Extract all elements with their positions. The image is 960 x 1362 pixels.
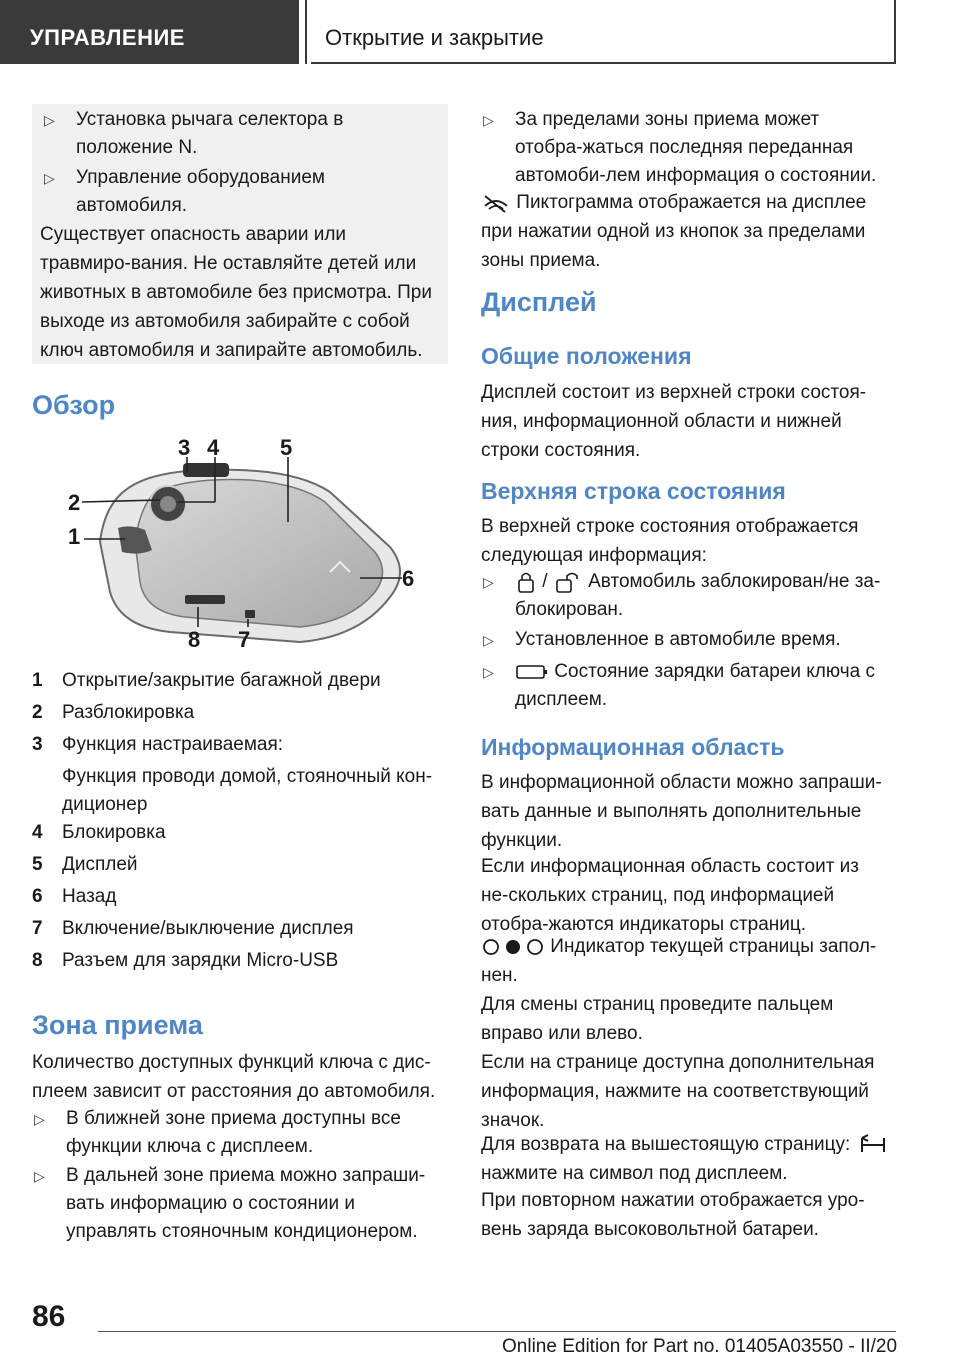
callout-3: 3 <box>178 435 191 460</box>
overview-heading: Обзор <box>32 390 116 420</box>
zone-heading: Зона приема <box>32 1010 203 1040</box>
triangle-icon: ▷ <box>483 574 494 590</box>
callout-1: 1 <box>68 524 81 549</box>
triangle-icon: ▷ <box>34 1168 45 1184</box>
status-bullet-time: ▷ Установленное в автомобиле время. <box>481 626 891 654</box>
callout-6: 6 <box>402 566 415 591</box>
general-text: Дисплей состоит из верхней строки состоя-ния, информационной области и нижней строки состояния. <box>481 382 867 461</box>
triangle-icon: ▷ <box>483 112 494 128</box>
no-signal-icon <box>481 192 511 214</box>
back-arrow-icon <box>856 1134 888 1156</box>
right-top-bullet: ▷ За пределами зоны приема может отобра-жаться последняя переданная автомоби-лем информация о состоянии. <box>481 106 891 190</box>
triangle-icon: ▷ <box>483 664 494 680</box>
chapter-title: Открытие и закрытие <box>311 0 896 64</box>
battery-icon <box>515 663 549 681</box>
callout-4: 4 <box>207 435 220 460</box>
pictogram-text: Пиктограмма отображается на дисплее при нажатии одной из кнопок за пределами зоны приема. <box>481 192 867 271</box>
warning-bullet-1: ▷ Установка рычага селектора в положение N. <box>42 106 432 162</box>
status-text: В верхней строке состояния отображается следующая информация: <box>481 516 859 566</box>
callout-7: 7 <box>238 627 251 652</box>
zone-text: Количество доступных функций ключа с дис-плеем зависит от расстояния до автомобиля. <box>32 1052 436 1102</box>
header-divider <box>305 0 307 64</box>
warning-text: Существует опасность аварии или травмиро-вания. Не оставляйте детей или животных в автомобиле без присмотра. При выходе из автомобиля забирайте с собой ключ автомобиля и запирайте автомобиль. <box>40 224 432 361</box>
callout-2: 2 <box>68 490 81 515</box>
info-text-5: При повторном нажатии отображается уро-вень заряда высоковольтной батареи. <box>481 1190 865 1240</box>
section-tab: УПРАВЛЕНИЕ <box>0 0 299 64</box>
triangle-icon: ▷ <box>44 170 55 186</box>
zone-bullet-2: ▷ В дальней зоне приема можно запраши-вать информацию о состоянии и управлять стояночным кондиционером. <box>32 1162 442 1246</box>
triangle-icon: ▷ <box>483 632 494 648</box>
status-bullet-battery: ▷ Состояние зарядки батареи ключа с дисплеем. <box>481 658 891 714</box>
info-text-3: Для смены страниц проведите пальцем вправо или влево. <box>481 994 834 1044</box>
zone-bullet-1: ▷ В ближней зоне приема доступны все функции ключа с дисплеем. <box>32 1105 442 1161</box>
info-text-4: Если на странице доступна дополнительная информация, нажмите на соответствующий значок. <box>481 1052 875 1131</box>
unlock-icon <box>553 570 583 594</box>
display-heading: Дисплей <box>481 287 597 317</box>
info-text-2: Если информационная область состоит из не-скольких страниц, под информацией отобра-жаются индикаторы страниц. <box>481 856 860 935</box>
info-text-1: В информационной области можно запраши-вать данные и выполнять дополнительные функции. <box>481 772 882 851</box>
key-figure <box>60 432 430 654</box>
info-heading: Информационная область <box>481 734 785 760</box>
callout-5: 5 <box>280 435 293 460</box>
page-indicator-icon <box>481 937 545 957</box>
footer-divider <box>98 1331 896 1332</box>
triangle-icon: ▷ <box>34 1111 45 1127</box>
status-heading: Верхняя строка состояния <box>481 478 786 504</box>
indicator-text: Индикатор текущей страницы запол-нен. <box>481 936 877 986</box>
callout-8: 8 <box>188 627 201 652</box>
status-bullet-lock: ▷ / Автомобиль заблокирован/не за-блокирован. <box>481 568 891 624</box>
lock-icon <box>515 570 537 594</box>
general-heading: Общие положения <box>481 343 692 369</box>
return-text: Для возврата на вышестоящую страницу: нажмите на символ под дисплеем. <box>481 1130 891 1188</box>
page-number: 86 <box>32 1300 66 1333</box>
warning-bullet-2: ▷ Управление оборудованием автомобиля. <box>42 164 432 220</box>
triangle-icon: ▷ <box>44 112 55 128</box>
edition-text: Online Edition for Part no. 01405A03550 - II/20 <box>502 1336 898 1357</box>
